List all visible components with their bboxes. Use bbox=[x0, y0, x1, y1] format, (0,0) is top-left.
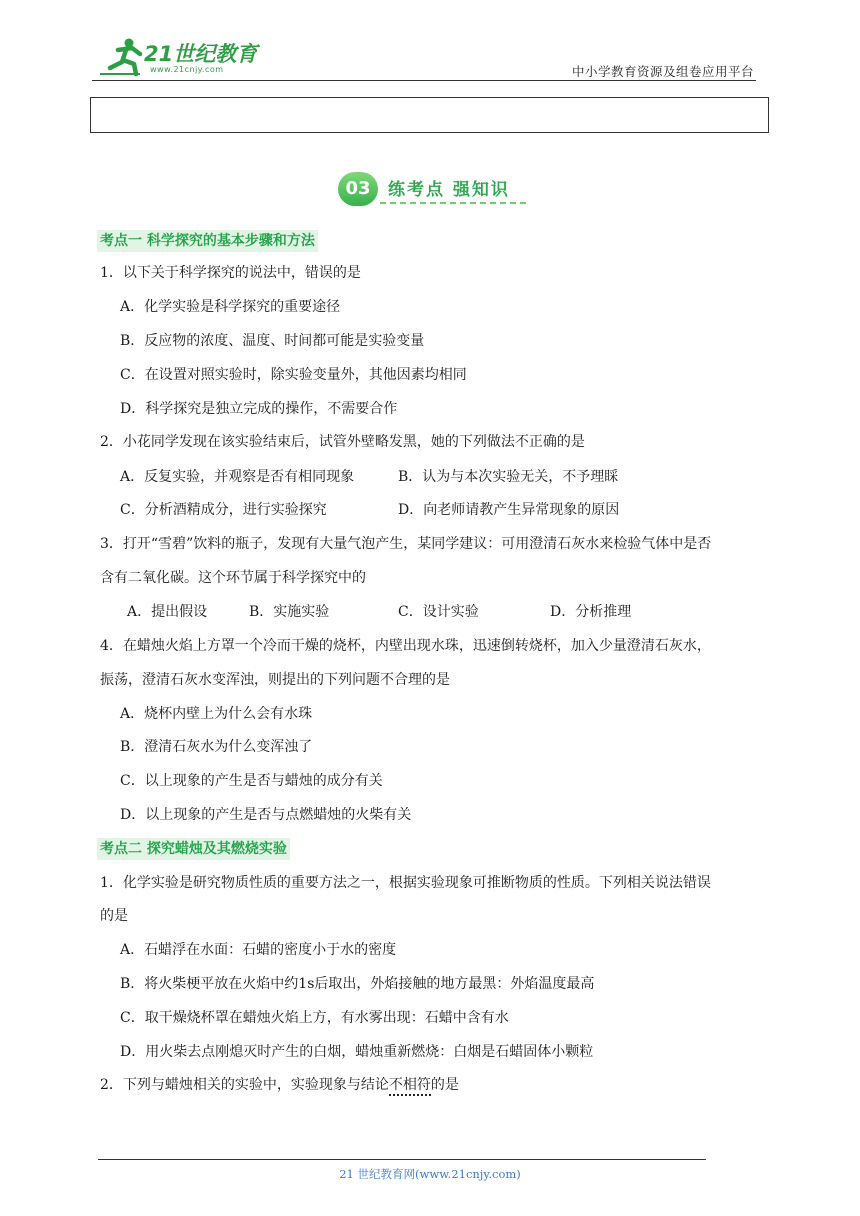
option: D．向老师请教产生异常现象的原因 bbox=[398, 502, 620, 518]
footer-divider bbox=[98, 1159, 706, 1160]
blank-frame bbox=[90, 97, 769, 133]
section-banner bbox=[338, 172, 538, 216]
logo-url: www.21cnjy.com bbox=[150, 65, 224, 74]
option: D．科学探究是独立完成的操作，不需要合作 bbox=[120, 401, 398, 417]
option: A．提出假设 bbox=[127, 604, 208, 620]
option: D．以上现象的产生是否与点燃蜡烛的火柴有关 bbox=[120, 807, 412, 823]
option: C．设计实验 bbox=[398, 604, 479, 620]
emphasis-text: 不相符 bbox=[389, 1077, 431, 1096]
option: A．化学实验是科学探究的重要途径 bbox=[120, 299, 341, 315]
option: C．以上现象的产生是否与蜡烛的成分有关 bbox=[120, 773, 383, 789]
option: B．反应物的浓度、温度、时间都可能是实验变量 bbox=[120, 333, 425, 349]
question-1-3-line-1: 3．打开“雪碧”饮料的瓶子，发现有大量气泡产生，某同学建议：可用澄清石灰水来检验气体中是否 bbox=[100, 536, 712, 552]
logo-text: 21世纪教育 bbox=[144, 42, 258, 66]
section-heading-1: 考点一 科学探究的基本步骤和方法 bbox=[97, 230, 318, 252]
question-1-2: 2．小花同学发现在该实验结束后，试管外壁略发黑，她的下列做法不正确的是 bbox=[100, 434, 585, 450]
question-1-1: 1．以下关于科学探究的说法中，错误的是 bbox=[100, 265, 361, 281]
banner-underline bbox=[380, 202, 526, 204]
platform-name: 中小学教育资源及组卷应用平台 bbox=[571, 64, 754, 79]
banner-title: 练考点 强知识 bbox=[388, 180, 510, 200]
question-text: 的是 bbox=[430, 1077, 459, 1093]
question-2-1-line-1: 1．化学实验是研究物质性质的重要方法之一，根据实验现象可推断物质的性质。下列相关说法错误 bbox=[100, 875, 711, 891]
question-text: 2．下列与蜡烛相关的实验中，实验现象与结论 bbox=[100, 1077, 389, 1093]
option: A．石蜡浮在水面：石蜡的密度小于水的密度 bbox=[120, 942, 397, 958]
option: B．将火柴梗平放在火焰中约1s后取出，外焰接触的地方最黑：外焰温度最高 bbox=[120, 976, 595, 992]
question-2-1-line-2: 的是 bbox=[100, 908, 128, 924]
question-1-4-line-2: 振荡，澄清石灰水变浑浊，则提出的下列问题不合理的是 bbox=[100, 672, 450, 688]
option: D．用火柴去点刚熄灭时产生的白烟，蜡烛重新燃烧：白烟是石蜡固体小颗粒 bbox=[120, 1044, 594, 1060]
option: C．分析酒精成分，进行实验探究 bbox=[120, 502, 327, 518]
option: B．澄清石灰水为什么变浑浊了 bbox=[120, 739, 313, 755]
option: D．分析推理 bbox=[550, 604, 632, 620]
question-1-3-line-2: 含有二氧化碳。这个环节属于科学探究中的 bbox=[100, 570, 366, 586]
section-heading-2: 考点二 探究蜡烛及其燃烧实验 bbox=[97, 838, 290, 860]
option: C．在设置对照实验时，除实验变量外，其他因素均相同 bbox=[120, 367, 467, 383]
question-2-2 bbox=[100, 1075, 459, 1095]
question-1-4-line-1: 4．在蜡烛火焰上方罩一个冷而干燥的烧杯，内壁出现水珠，迅速倒转烧杯，加入少量澄清石灰水， bbox=[100, 638, 711, 654]
option: C．取干燥烧杯罩在蜡烛火焰上方，有水雾出现：石蜡中含有水 bbox=[120, 1010, 509, 1026]
banner-badge: 03 bbox=[338, 172, 378, 206]
site-logo bbox=[96, 34, 266, 78]
footer-text: 21 世纪教育网(www.21cnjy.com) bbox=[339, 1167, 521, 1181]
option: B．认为与本次实验无关，不予理睬 bbox=[398, 469, 619, 485]
option: B．实施实验 bbox=[249, 604, 330, 620]
option: A．烧杯内壁上为什么会有水珠 bbox=[120, 706, 313, 722]
option: A．反复实验，并观察是否有相同现象 bbox=[120, 469, 355, 485]
header-divider bbox=[92, 80, 756, 81]
